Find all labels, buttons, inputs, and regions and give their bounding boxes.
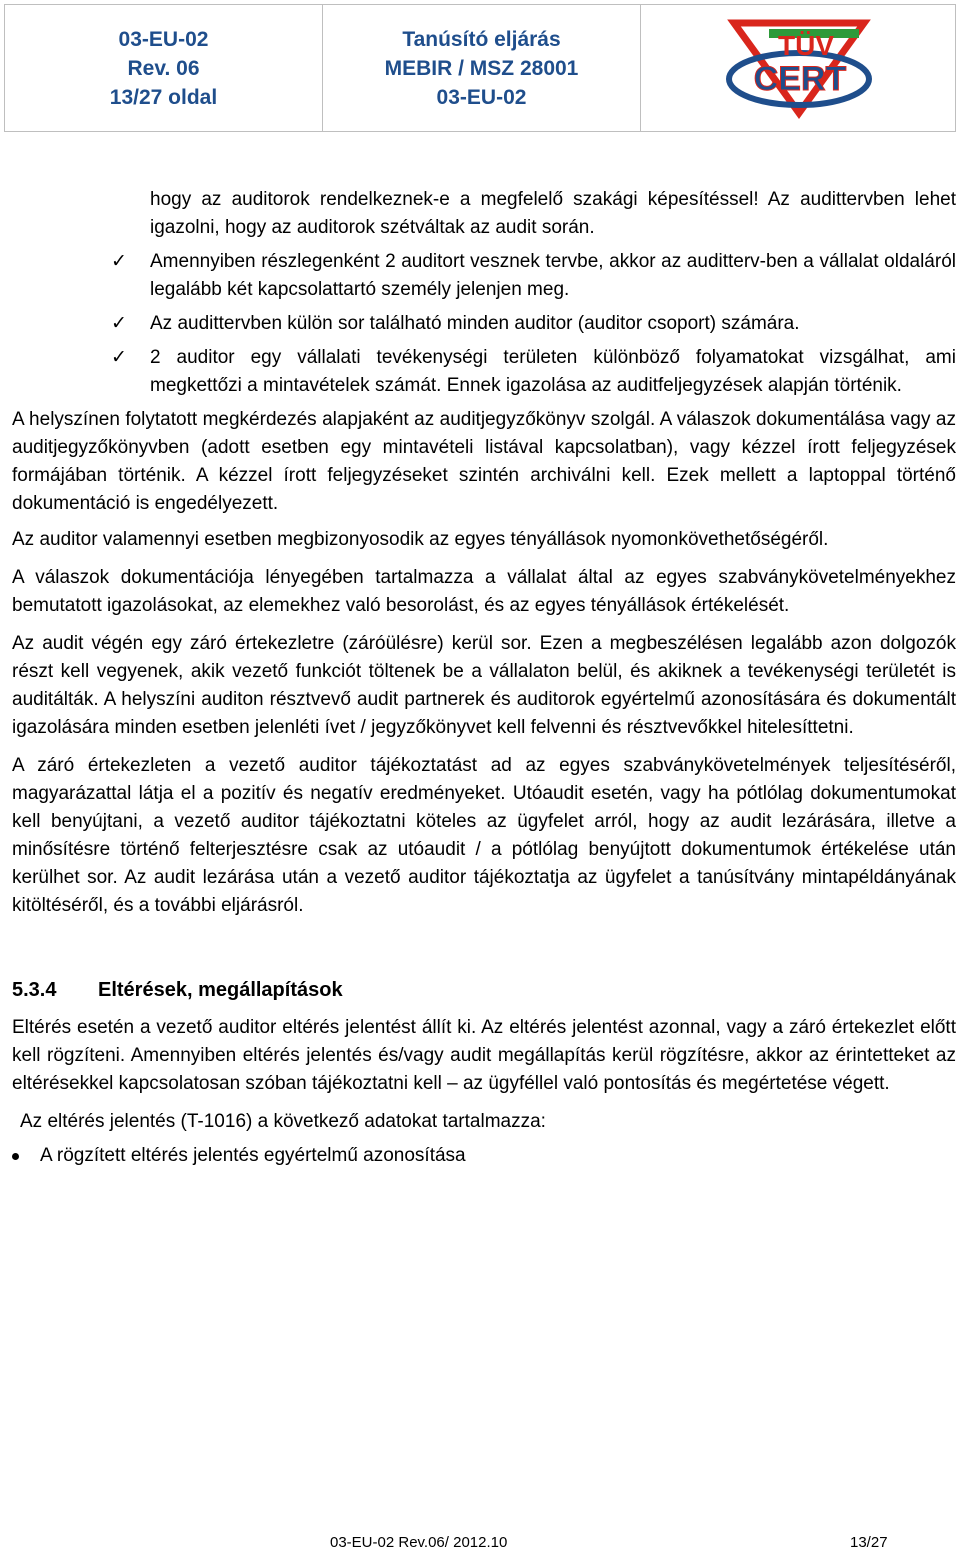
document-header: [4, 4, 956, 132]
bullet-text: A rögzített eltérés jelentés egyértelmű azonosítása: [40, 1145, 466, 1166]
section-heading: [12, 976, 956, 1004]
list-intro: Az eltérés jelentés (T-1016) a következő adatokat tartalmazza:: [20, 1111, 546, 1132]
bullet-item: [12, 1142, 956, 1170]
checkmark-icon: ✓: [111, 251, 127, 272]
checklist-item-text: Amennyiben részlegenként 2 auditort vesznek tervbe, akkor az auditterv-ben a vállalat oldaláról legalább két kapcsolattartó személy jelenjen meg.: [150, 251, 956, 300]
page-content: [12, 186, 956, 1170]
checklist-item-text: 2 auditor egy vállalati tevékenységi területen különböző folyamatokat vizsgálhat, ami megkettőzi a mintavételek számát. Ennek igazolása az auditfeljegyzések alapján történik.: [150, 347, 956, 396]
footer-doc-ref: 03-EU-02 Rev.06/ 2012.10: [330, 1534, 508, 1551]
paragraph: A helyszínen folytatott megkérdezés alapjaként az auditjegyzőkönyv szolgál. A válaszok dokumentálása vagy az auditjegyzőkönyvben (adott esetben egy mintavételi listával kapcsolatban), vagy kézzel írott feljegyzések formájában történik. A kézzel írott feljegyzéseket szintén archiválni kell. Ezek mellett a laptoppal történő dokumentáció is engedélyezett.: [12, 409, 956, 514]
tuv-cert-logo: [714, 13, 884, 123]
header-logo-cell: [641, 5, 957, 131]
logo-top-text: TÜV: [778, 30, 834, 61]
checklist-item-text: Az audittervben külön sor található minden auditor (auditor csoport) számára.: [150, 313, 800, 334]
section-paragraph: Eltérés esetén a vezető auditor eltérés jelentést állít ki. Az eltérés jelentést azonnal, vagy a záró értekezlet előtt kell rögzíteni. Amennyiben eltérés jelentés és/vagy audit megállapítás kerül rögzítésre, akkor az érintetteket az eltérésekkel kapcsolatosan szóban tájékoztatni kell – az ügyféllel való pontosítás és megértetése végett.: [12, 1017, 956, 1094]
checklist-item: [12, 248, 956, 304]
header-standard: MEBIR / MSZ 28001: [384, 56, 579, 80]
paragraph: Az auditor valamennyi esetben megbizonyosodik az egyes tényállások nyomonkövethetőségéről.: [12, 529, 829, 550]
checkmark-icon: ✓: [111, 347, 127, 368]
logo-bottom-text: CERT: [753, 60, 847, 98]
paragraph: Az audit végén egy záró értekezletre (záróülésre) kerül sor. Ezen a megbeszélésen legalább azon dolgozók részt kell vegyenek, akik vezető funkciót töltenek be a vállalaton belül, és akiknek a tevékenységi területét is auditálták. A helyszíni auditon résztvevő audit partnerek és auditorok egyértelmű azonosítására és dokumentált igazolására minden esetben jelenléti ívet / jegyzőkönyvet kell felvenni és résztvevőkkel hitelesíttetni.: [12, 633, 956, 738]
checklist-item: [12, 310, 956, 338]
section-title: Eltérések, megállapítások: [98, 979, 343, 1001]
header-page: 13/27 oldal: [109, 85, 218, 109]
paragraph: A záró értekezleten a vezető auditor tájékoztatást ad az egyes szabványkövetelmények teljesítéséről, magyarázattal látja el a pozitív és negatív eredményeket. Utóaudit esetén, vagy ha pótlólag dokumentumokat kell benyújtani, a vezető auditor tájékoztatni köteles az ügyfelet arról, hogy az audit lezárására, illetve a minősítésre történő felterjesztésre csak az utóaudit / a pótlólag benyújtott dokumentumok értékelése után kerülhet sor. Az audit lezárása után a vezető auditor tájékoztatja az ügyfelet a tanúsítvány mintapéldányának kitöltéséről, és a további eljárásról.: [12, 755, 956, 916]
paragraph: A válaszok dokumentációja lényegében tartalmazza a vállalat által az egyes szabványkövetelményekhez bemutatott igazolásokat, az elemekhez való besorolást, és az egyes tényállások értékelését.: [12, 567, 956, 616]
checklist-item: [12, 344, 956, 400]
header-revision: Rev. 06: [127, 56, 200, 80]
bullet-icon: [12, 1153, 19, 1160]
checkmark-icon: ✓: [111, 313, 127, 334]
header-left-cell: [5, 5, 323, 131]
section-number: 5.3.4: [12, 979, 57, 1001]
footer-page-number: 13/27: [850, 1534, 888, 1551]
header-center-cell: [323, 5, 641, 131]
header-title: Tanúsító eljárás: [402, 27, 561, 51]
continuation-paragraph: hogy az auditorok rendelkeznek-e a megfelelő szakági képesítéssel! Az audittervben lehet igazolni, hogy az auditorok szétváltak az audit során.: [150, 189, 956, 238]
header-doc-id-2: 03-EU-02: [436, 85, 527, 109]
header-doc-id: 03-EU-02: [118, 27, 209, 51]
